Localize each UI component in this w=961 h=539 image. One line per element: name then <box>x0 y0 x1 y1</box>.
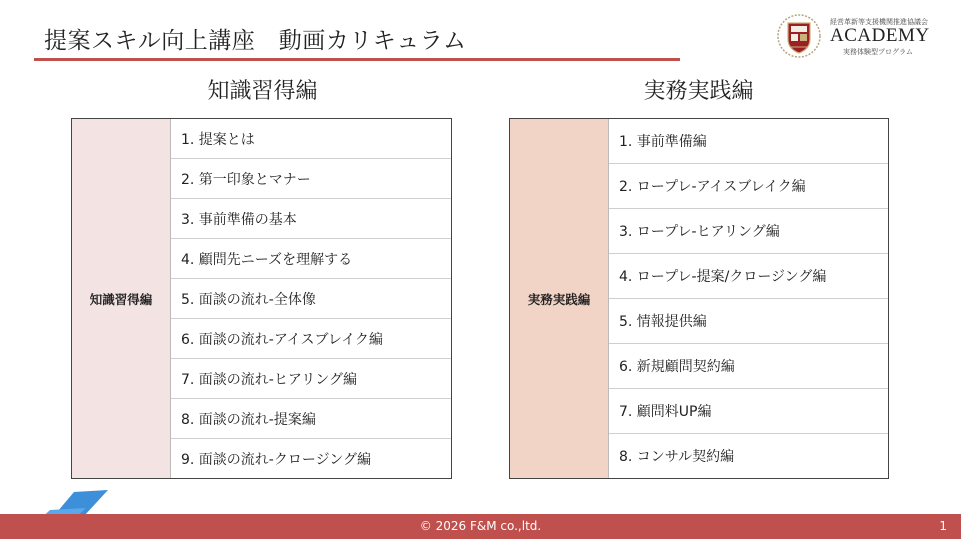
left-category-label: 知識習得編 <box>72 119 171 478</box>
curriculum-item: 7. 面談の流れ-ヒアリング編 <box>171 358 451 398</box>
practice-curriculum-table <box>509 118 889 479</box>
curriculum-item: 4. 顧問先ニーズを理解する <box>171 238 451 278</box>
shield-emblem-icon <box>776 13 822 59</box>
curriculum-item: 5. 情報提供編 <box>609 298 888 343</box>
page-title: 提案スキル向上講座 動画カリキュラム <box>44 28 467 54</box>
logo-subtitle: 経営革新等支援機関推進協議会 <box>830 18 928 26</box>
right-item-list <box>609 119 888 478</box>
knowledge-curriculum-table <box>71 118 452 479</box>
curriculum-item: 3. 事前準備の基本 <box>171 198 451 238</box>
logo-caption: 実務体験型プログラム <box>843 48 913 56</box>
curriculum-item: 9. 面談の流れ-クロージング編 <box>171 438 451 478</box>
curriculum-item: 7. 顧問料UP編 <box>609 388 888 433</box>
title-underline <box>34 58 680 61</box>
curriculum-item: 1. 事前準備編 <box>619 134 707 150</box>
page-number: 1 <box>939 519 947 533</box>
curriculum-item: 8. コンサル契約編 <box>609 433 888 478</box>
curriculum-item: 6. 新規顧問契約編 <box>609 343 888 388</box>
left-section-title: 知識習得編 <box>207 79 318 104</box>
logo-wordmark: ACADEMY <box>830 25 930 46</box>
academy-logo <box>776 13 936 59</box>
footer-bar <box>0 514 961 539</box>
curriculum-item: 2. ロープレ-アイスブレイク編 <box>609 163 888 208</box>
curriculum-item: 3. ロープレ-ヒアリング編 <box>609 208 888 253</box>
curriculum-item: 5. 面談の流れ-全体像 <box>171 278 451 318</box>
curriculum-item: 6. 面談の流れ-アイスブレイク編 <box>171 318 451 358</box>
copyright-text: © 2026 F&M co.,ltd. <box>419 519 542 533</box>
left-item-list <box>171 119 451 478</box>
curriculum-item: 1. 提案とは <box>181 131 255 148</box>
curriculum-item: 4. ロープレ-提案/クロージング編 <box>609 253 888 298</box>
curriculum-item: 2. 第一印象とマナー <box>171 158 451 198</box>
curriculum-item: 8. 面談の流れ-提案編 <box>171 398 451 438</box>
right-category-label: 実務実践編 <box>510 119 609 478</box>
right-section-title: 実務実践編 <box>643 79 754 104</box>
